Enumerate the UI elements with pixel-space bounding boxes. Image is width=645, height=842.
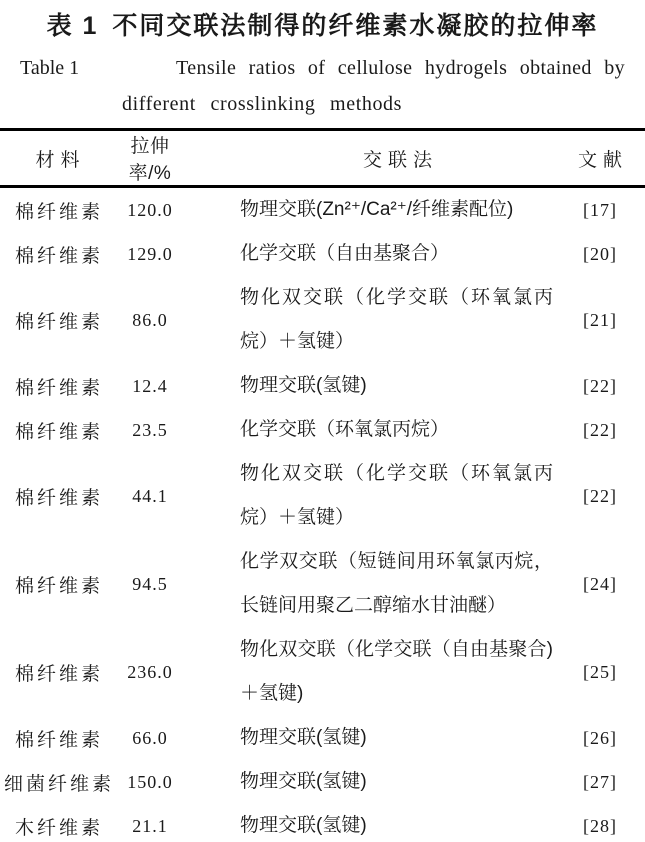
table-row [0,232,645,276]
column-header-method: 交联法 [185,130,555,187]
cell-material: 棉纤维素 [14,421,103,443]
table-row [0,452,645,540]
cell-material: 棉纤维素 [14,311,103,333]
cell-reference: [24] [583,573,617,594]
cell-ratio: 236.0 [127,661,173,682]
cell-reference: [21] [583,309,617,330]
table-row [0,804,645,842]
table-caption-en [20,57,625,80]
cell-reference: [27] [583,771,617,792]
cell-method: 化学双交联（短链间用环氧氯丙烷，长链间用聚乙二醇缩水甘油醚） [240,551,553,616]
cell-ratio: 120.0 [127,199,173,220]
cell-material: 棉纤维素 [14,201,103,223]
table-label-en: Table 1 [20,57,80,79]
cell-ratio: 66.0 [132,727,168,748]
cell-material: 棉纤维素 [14,729,103,751]
column-header-reference: 文献 [555,130,645,187]
cell-method: 物理交联(氢键) [240,727,367,748]
column-header-material: 材料 [0,130,115,187]
cell-ratio: 86.0 [132,309,168,330]
cell-method: 物理交联(氢键) [240,815,367,836]
cell-reference: [22] [583,485,617,506]
table-title-en-line2: different crosslinking methods [122,93,403,115]
cell-method: 化学交联（环氧氯丙烷） [240,419,450,440]
table-body [0,187,645,842]
cell-reference: [26] [583,727,617,748]
cell-reference: [20] [583,243,617,264]
table-row [0,628,645,716]
cell-ratio: 150.0 [127,771,173,792]
table-caption-zh [0,0,645,42]
cell-method: 物化双交联（化学交联（自由基聚合)＋氢键) [240,639,553,704]
cell-material: 棉纤维素 [14,245,103,267]
cell-method: 物理交联(氢键) [240,375,367,396]
cell-reference: [25] [583,661,617,682]
table-row [0,276,645,364]
cell-ratio: 129.0 [127,243,173,264]
cell-reference: [28] [583,815,617,836]
column-header-ratio: 拉伸率/% [115,130,185,187]
cell-method: 物化双交联（化学交联（环氧氯丙烷）＋氢键） [240,463,553,528]
cell-ratio: 21.1 [132,815,168,836]
cell-reference: [17] [583,199,617,220]
table-row [0,760,645,804]
cell-material: 棉纤维素 [14,487,103,509]
cell-reference: [22] [583,375,617,396]
table-row [0,364,645,408]
cell-material: 棉纤维素 [14,377,103,399]
cell-ratio: 94.5 [132,573,168,594]
table-row [0,540,645,628]
table-title-en-line1: Tensile ratios of cellulose hydrogels obtained by [176,57,625,79]
cell-ratio: 12.4 [132,375,168,396]
tensile-ratio-table [0,128,645,842]
cell-method: 物理交联(氢键) [240,771,367,792]
table-row [0,187,645,233]
cell-material: 棉纤维素 [14,663,103,685]
cell-reference: [22] [583,419,617,440]
cell-ratio: 44.1 [132,485,168,506]
cell-method: 化学交联（自由基聚合） [240,243,450,264]
cell-material: 木纤维素 [14,817,103,839]
cell-ratio: 23.5 [132,419,168,440]
table-header-row [0,130,645,187]
table-row [0,408,645,452]
table-row [0,716,645,760]
table-label-zh: 表 1 [46,12,99,40]
table-title-zh: 不同交联法制得的纤维素水凝胶的拉伸率 [112,12,599,40]
cell-method: 物理交联(Zn²⁺/Ca²⁺/纤维素配位) [240,199,514,220]
cell-material: 棉纤维素 [14,575,103,597]
cell-method: 物化双交联（化学交联（环氧氯丙烷）＋氢键） [240,287,553,352]
table-header [0,130,645,187]
cell-material: 细菌纤维素 [3,773,114,795]
